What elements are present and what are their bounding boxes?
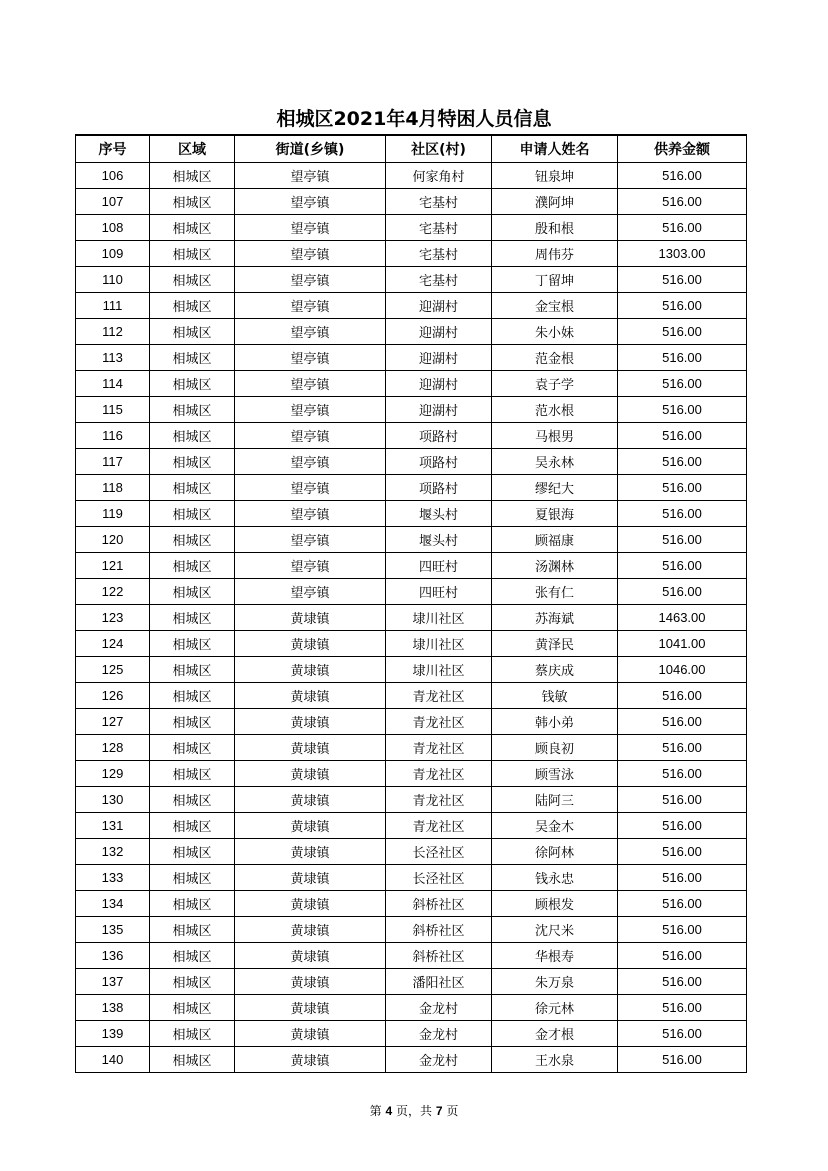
cell-serial: 114 — [76, 371, 150, 397]
cell-applicant-name: 汤渊林 — [492, 553, 618, 579]
table-row — [76, 683, 747, 709]
cell-support-amount: 516.00 — [618, 813, 747, 839]
cell-support-amount: 516.00 — [618, 553, 747, 579]
cell-support-amount: 516.00 — [618, 683, 747, 709]
header-support-amount: 供养金额 — [618, 135, 747, 163]
cell-community: 长泾社区 — [386, 865, 492, 891]
cell-region: 相城区 — [150, 527, 235, 553]
cell-support-amount: 516.00 — [618, 735, 747, 761]
cell-region: 相城区 — [150, 995, 235, 1021]
table-row — [76, 709, 747, 735]
cell-region: 相城区 — [150, 943, 235, 969]
cell-street: 黄埭镇 — [235, 995, 386, 1021]
cell-region: 相城区 — [150, 865, 235, 891]
cell-serial: 126 — [76, 683, 150, 709]
cell-community: 青龙社区 — [386, 709, 492, 735]
cell-serial: 134 — [76, 891, 150, 917]
cell-region: 相城区 — [150, 917, 235, 943]
cell-support-amount: 516.00 — [618, 787, 747, 813]
cell-street: 黄埭镇 — [235, 787, 386, 813]
cell-serial: 107 — [76, 189, 150, 215]
cell-applicant-name: 徐元林 — [492, 995, 618, 1021]
table-body — [76, 163, 747, 1073]
cell-applicant-name: 朱万泉 — [492, 969, 618, 995]
cell-support-amount: 516.00 — [618, 891, 747, 917]
cell-region: 相城区 — [150, 631, 235, 657]
cell-support-amount: 516.00 — [618, 293, 747, 319]
header-applicant-name: 申请人姓名 — [492, 135, 618, 163]
cell-community: 堰头村 — [386, 527, 492, 553]
cell-support-amount: 516.00 — [618, 267, 747, 293]
table-row — [76, 163, 747, 189]
cell-support-amount: 516.00 — [618, 761, 747, 787]
cell-applicant-name: 黄泽民 — [492, 631, 618, 657]
cell-region: 相城区 — [150, 475, 235, 501]
cell-serial: 121 — [76, 553, 150, 579]
cell-street: 望亭镇 — [235, 163, 386, 189]
cell-support-amount: 516.00 — [618, 1021, 747, 1047]
cell-applicant-name: 丁留坤 — [492, 267, 618, 293]
cell-support-amount: 516.00 — [618, 371, 747, 397]
cell-region: 相城区 — [150, 579, 235, 605]
cell-region: 相城区 — [150, 709, 235, 735]
cell-region: 相城区 — [150, 1047, 235, 1073]
cell-street: 望亭镇 — [235, 553, 386, 579]
cell-support-amount: 516.00 — [618, 917, 747, 943]
cell-community: 埭川社区 — [386, 657, 492, 683]
cell-serial: 125 — [76, 657, 150, 683]
cell-support-amount: 516.00 — [618, 397, 747, 423]
cell-community: 埭川社区 — [386, 631, 492, 657]
cell-street: 黄埭镇 — [235, 735, 386, 761]
cell-street: 黄埭镇 — [235, 1021, 386, 1047]
cell-serial: 127 — [76, 709, 150, 735]
cell-serial: 119 — [76, 501, 150, 527]
cell-serial: 115 — [76, 397, 150, 423]
cell-applicant-name: 顾雪泳 — [492, 761, 618, 787]
cell-community: 金龙村 — [386, 1021, 492, 1047]
footer-prefix: 第 — [369, 1104, 382, 1118]
table-row — [76, 657, 747, 683]
table-row — [76, 345, 747, 371]
cell-support-amount: 516.00 — [618, 345, 747, 371]
cell-support-amount: 516.00 — [618, 501, 747, 527]
cell-applicant-name: 陆阿三 — [492, 787, 618, 813]
cell-support-amount: 516.00 — [618, 319, 747, 345]
cell-support-amount: 516.00 — [618, 943, 747, 969]
cell-community: 何家角村 — [386, 163, 492, 189]
footer-current-page: 4 — [385, 1104, 393, 1118]
cell-street: 黄埭镇 — [235, 891, 386, 917]
table-row — [76, 605, 747, 631]
table-row — [76, 423, 747, 449]
cell-community: 青龙社区 — [386, 813, 492, 839]
cell-serial: 128 — [76, 735, 150, 761]
cell-street: 黄埭镇 — [235, 943, 386, 969]
cell-support-amount: 516.00 — [618, 527, 747, 553]
table-row — [76, 267, 747, 293]
cell-region: 相城区 — [150, 735, 235, 761]
table-row — [76, 761, 747, 787]
cell-serial: 132 — [76, 839, 150, 865]
cell-community: 项路村 — [386, 423, 492, 449]
cell-community: 长泾社区 — [386, 839, 492, 865]
cell-community: 项路村 — [386, 475, 492, 501]
table-row — [76, 813, 747, 839]
cell-region: 相城区 — [150, 787, 235, 813]
cell-region: 相城区 — [150, 761, 235, 787]
cell-support-amount: 516.00 — [618, 865, 747, 891]
cell-support-amount: 516.00 — [618, 995, 747, 1021]
cell-community: 迎湖村 — [386, 345, 492, 371]
cell-applicant-name: 王水泉 — [492, 1047, 618, 1073]
cell-support-amount: 516.00 — [618, 709, 747, 735]
table-row — [76, 319, 747, 345]
cell-region: 相城区 — [150, 553, 235, 579]
cell-street: 望亭镇 — [235, 345, 386, 371]
cell-region: 相城区 — [150, 605, 235, 631]
cell-serial: 113 — [76, 345, 150, 371]
cell-applicant-name: 顾根发 — [492, 891, 618, 917]
cell-community: 宅基村 — [386, 267, 492, 293]
cell-community: 金龙村 — [386, 1047, 492, 1073]
cell-support-amount: 516.00 — [618, 839, 747, 865]
cell-street: 黄埭镇 — [235, 865, 386, 891]
cell-street: 望亭镇 — [235, 449, 386, 475]
table-row — [76, 839, 747, 865]
table-row — [76, 397, 747, 423]
cell-community: 四旺村 — [386, 553, 492, 579]
cell-region: 相城区 — [150, 891, 235, 917]
cell-serial: 133 — [76, 865, 150, 891]
cell-applicant-name: 钱永忠 — [492, 865, 618, 891]
cell-community: 迎湖村 — [386, 319, 492, 345]
cell-applicant-name: 金才根 — [492, 1021, 618, 1047]
table-row — [76, 1047, 747, 1073]
table-row — [76, 787, 747, 813]
cell-serial: 130 — [76, 787, 150, 813]
table-row — [76, 865, 747, 891]
footer-total-pages: 7 — [435, 1104, 443, 1118]
cell-region: 相城区 — [150, 319, 235, 345]
cell-community: 堰头村 — [386, 501, 492, 527]
cell-region: 相城区 — [150, 423, 235, 449]
cell-support-amount: 516.00 — [618, 215, 747, 241]
cell-street: 黄埭镇 — [235, 917, 386, 943]
page-footer — [0, 1102, 828, 1119]
cell-applicant-name: 殷和根 — [492, 215, 618, 241]
header-serial: 序号 — [76, 135, 150, 163]
cell-applicant-name: 缪纪大 — [492, 475, 618, 501]
table-row — [76, 293, 747, 319]
cell-community: 迎湖村 — [386, 397, 492, 423]
cell-region: 相城区 — [150, 683, 235, 709]
cell-street: 望亭镇 — [235, 189, 386, 215]
cell-community: 迎湖村 — [386, 293, 492, 319]
cell-applicant-name: 吴金木 — [492, 813, 618, 839]
cell-applicant-name: 金宝根 — [492, 293, 618, 319]
cell-serial: 122 — [76, 579, 150, 605]
cell-community: 斜桥社区 — [386, 891, 492, 917]
cell-support-amount: 516.00 — [618, 969, 747, 995]
cell-community: 潘阳社区 — [386, 969, 492, 995]
table-row — [76, 371, 747, 397]
cell-street: 黄埭镇 — [235, 969, 386, 995]
table-row — [76, 189, 747, 215]
cell-serial: 109 — [76, 241, 150, 267]
table-row — [76, 553, 747, 579]
cell-street: 望亭镇 — [235, 371, 386, 397]
footer-middle: 页，共 — [395, 1104, 432, 1118]
cell-region: 相城区 — [150, 397, 235, 423]
cell-street: 黄埭镇 — [235, 761, 386, 787]
cell-region: 相城区 — [150, 969, 235, 995]
cell-applicant-name: 华根寿 — [492, 943, 618, 969]
cell-applicant-name: 吴永林 — [492, 449, 618, 475]
cell-support-amount: 516.00 — [618, 475, 747, 501]
cell-street: 望亭镇 — [235, 293, 386, 319]
cell-street: 望亭镇 — [235, 475, 386, 501]
cell-serial: 140 — [76, 1047, 150, 1073]
cell-applicant-name: 张有仁 — [492, 579, 618, 605]
cell-applicant-name: 沈尺米 — [492, 917, 618, 943]
cell-serial: 117 — [76, 449, 150, 475]
table-row — [76, 1021, 747, 1047]
cell-applicant-name: 顾福康 — [492, 527, 618, 553]
cell-region: 相城区 — [150, 267, 235, 293]
cell-region: 相城区 — [150, 839, 235, 865]
cell-applicant-name: 朱小妹 — [492, 319, 618, 345]
cell-applicant-name: 袁子学 — [492, 371, 618, 397]
cell-street: 黄埭镇 — [235, 839, 386, 865]
cell-community: 青龙社区 — [386, 735, 492, 761]
cell-community: 青龙社区 — [386, 683, 492, 709]
cell-community: 埭川社区 — [386, 605, 492, 631]
cell-serial: 124 — [76, 631, 150, 657]
cell-serial: 136 — [76, 943, 150, 969]
cell-street: 望亭镇 — [235, 423, 386, 449]
cell-serial: 106 — [76, 163, 150, 189]
header-street: 街道(乡镇) — [235, 135, 386, 163]
cell-street: 望亭镇 — [235, 319, 386, 345]
cell-region: 相城区 — [150, 1021, 235, 1047]
cell-region: 相城区 — [150, 241, 235, 267]
cell-street: 望亭镇 — [235, 241, 386, 267]
cell-community: 金龙村 — [386, 995, 492, 1021]
cell-street: 望亭镇 — [235, 267, 386, 293]
cell-region: 相城区 — [150, 371, 235, 397]
cell-community: 迎湖村 — [386, 371, 492, 397]
cell-serial: 116 — [76, 423, 150, 449]
cell-community: 项路村 — [386, 449, 492, 475]
cell-community: 斜桥社区 — [386, 917, 492, 943]
cell-community: 宅基村 — [386, 241, 492, 267]
cell-serial: 137 — [76, 969, 150, 995]
table-row — [76, 917, 747, 943]
cell-serial: 135 — [76, 917, 150, 943]
cell-serial: 120 — [76, 527, 150, 553]
cell-applicant-name: 徐阿林 — [492, 839, 618, 865]
cell-street: 黄埭镇 — [235, 813, 386, 839]
cell-serial: 131 — [76, 813, 150, 839]
table-row — [76, 449, 747, 475]
table-row — [76, 475, 747, 501]
cell-street: 黄埭镇 — [235, 657, 386, 683]
table-row — [76, 527, 747, 553]
table-row — [76, 215, 747, 241]
cell-support-amount: 1041.00 — [618, 631, 747, 657]
cell-support-amount: 516.00 — [618, 189, 747, 215]
cell-serial: 111 — [76, 293, 150, 319]
cell-street: 望亭镇 — [235, 527, 386, 553]
footer-suffix: 页 — [446, 1104, 459, 1118]
table-row — [76, 943, 747, 969]
cell-community: 斜桥社区 — [386, 943, 492, 969]
cell-street: 黄埭镇 — [235, 1047, 386, 1073]
cell-community: 宅基村 — [386, 215, 492, 241]
cell-applicant-name: 韩小弟 — [492, 709, 618, 735]
cell-community: 青龙社区 — [386, 787, 492, 813]
table-row — [76, 995, 747, 1021]
cell-applicant-name: 钱敏 — [492, 683, 618, 709]
cell-street: 望亭镇 — [235, 501, 386, 527]
cell-applicant-name: 夏银海 — [492, 501, 618, 527]
header-region: 区域 — [150, 135, 235, 163]
cell-street: 望亭镇 — [235, 397, 386, 423]
table-row — [76, 241, 747, 267]
cell-support-amount: 516.00 — [618, 1047, 747, 1073]
cell-serial: 110 — [76, 267, 150, 293]
cell-applicant-name: 钮泉坤 — [492, 163, 618, 189]
cell-applicant-name: 范水根 — [492, 397, 618, 423]
cell-applicant-name: 马根男 — [492, 423, 618, 449]
cell-applicant-name: 顾良初 — [492, 735, 618, 761]
table-header-row — [76, 135, 747, 163]
cell-serial: 118 — [76, 475, 150, 501]
table-row — [76, 631, 747, 657]
cell-serial: 139 — [76, 1021, 150, 1047]
cell-region: 相城区 — [150, 813, 235, 839]
cell-applicant-name: 苏海斌 — [492, 605, 618, 631]
cell-region: 相城区 — [150, 657, 235, 683]
cell-region: 相城区 — [150, 501, 235, 527]
cell-applicant-name: 濮阿坤 — [492, 189, 618, 215]
header-community: 社区(村) — [386, 135, 492, 163]
cell-region: 相城区 — [150, 215, 235, 241]
cell-community: 四旺村 — [386, 579, 492, 605]
cell-street: 黄埭镇 — [235, 709, 386, 735]
cell-support-amount: 1463.00 — [618, 605, 747, 631]
cell-region: 相城区 — [150, 189, 235, 215]
cell-street: 黄埭镇 — [235, 631, 386, 657]
cell-support-amount: 1046.00 — [618, 657, 747, 683]
cell-street: 望亭镇 — [235, 215, 386, 241]
data-table — [75, 134, 747, 1073]
table-row — [76, 891, 747, 917]
cell-serial: 112 — [76, 319, 150, 345]
cell-support-amount: 516.00 — [618, 163, 747, 189]
cell-street: 黄埭镇 — [235, 605, 386, 631]
table-row — [76, 969, 747, 995]
cell-serial: 123 — [76, 605, 150, 631]
cell-support-amount: 516.00 — [618, 449, 747, 475]
cell-serial: 129 — [76, 761, 150, 787]
page-title: 相城区2021年4月特困人员信息 — [276, 108, 552, 130]
cell-region: 相城区 — [150, 345, 235, 371]
cell-applicant-name: 蔡庆成 — [492, 657, 618, 683]
cell-community: 青龙社区 — [386, 761, 492, 787]
cell-support-amount: 1303.00 — [618, 241, 747, 267]
cell-applicant-name: 周伟芬 — [492, 241, 618, 267]
cell-support-amount: 516.00 — [618, 579, 747, 605]
cell-community: 宅基村 — [386, 189, 492, 215]
table-row — [76, 501, 747, 527]
cell-serial: 108 — [76, 215, 150, 241]
cell-street: 望亭镇 — [235, 579, 386, 605]
table-row — [76, 579, 747, 605]
cell-serial: 138 — [76, 995, 150, 1021]
cell-support-amount: 516.00 — [618, 423, 747, 449]
cell-region: 相城区 — [150, 449, 235, 475]
cell-street: 黄埭镇 — [235, 683, 386, 709]
cell-region: 相城区 — [150, 163, 235, 189]
cell-region: 相城区 — [150, 293, 235, 319]
table-row — [76, 735, 747, 761]
cell-applicant-name: 范金根 — [492, 345, 618, 371]
